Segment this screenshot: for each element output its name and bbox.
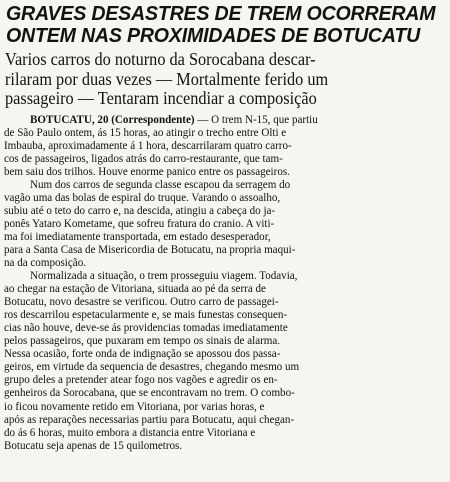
article-line: Nessa ocasião, forte onda de indignação se apossou dos passa- <box>4 346 281 361</box>
headline <box>6 2 436 47</box>
article-line: ao chegar na estação de Vitoriana, situada ao pé da serra de <box>4 281 266 296</box>
article-line: ponês Yataro Kometame, que sofreu fratura do cranio. A viti- <box>4 215 275 230</box>
article-line: geiros, em virtude da sequencia de desastres, chegando mesmo um <box>4 359 300 374</box>
article-line: Botucatu, novo desastre se verificou. Outro carro de passagei- <box>4 294 279 309</box>
article-line: do ás 6 horas, muito embora a distancia entre Vitoriana e <box>4 424 256 439</box>
article-line: — O trem N-15, que partiu <box>194 111 318 126</box>
article-line: vagão uma das bolas de espiral do truque. Varando o assoalho, <box>4 189 281 204</box>
article-line: para a Santa Casa de Misericordia de Botucatu, na propria maqui- <box>4 241 296 256</box>
article-line: grupo deles a pretender atear fogo nos vagões e agredir os en- <box>4 372 278 387</box>
subheadline-line: passageiro — Tentaram incendiar a composição <box>5 88 317 108</box>
headline-line: GRAVES DESASTRES DE TREM OCORRERAM <box>6 2 436 25</box>
article-line: Normalizada a situação, o trem prosseguiu viagem. Todavia, <box>30 268 298 283</box>
article-line: ros descarrilou espetacularmente e, se mais funestas consequen- <box>4 307 288 322</box>
article-line: Botucatu seja apenas de 15 quilometros. <box>4 437 183 452</box>
subheadline-line: rilaram por duas vezes — Mortalmente ferido um <box>5 68 329 89</box>
article-line: na da composição. <box>4 255 86 270</box>
article-line: Imbauba, aproximadamente á 1 hora, descarrilaram quatro carro- <box>4 137 292 152</box>
subheadline-line: Varios carros do noturno da Sorocabana descar- <box>5 49 316 69</box>
article-line: cos de passageiros, ligados atrás do carro-restaurante, que tam- <box>4 150 283 165</box>
article-line: pelos passageiros, que puxaram em tempo os sinais de alarma. <box>4 333 281 348</box>
article-line: bem saiu dos trilhos. Houve enorme panico entre os passageiros. <box>4 163 290 178</box>
article-line: após as reparações necessarias partiu para Botucatu, aqui chegan- <box>4 411 295 426</box>
article-line: io ficou novamente retido em Vitoriana, por varias horas, e <box>4 398 265 413</box>
article-line: ma foi imediatamente transportada, em estado desesperador, <box>4 228 271 243</box>
article-line: genheiros da Sorocabana, que se encontravam no trem. O combo- <box>4 385 295 400</box>
headline-line: ONTEM NAS PROXIMIDADES DE BOTUCATU <box>6 24 421 47</box>
article-line: cias não houve, deve-se ás providencias tomadas imediatamente <box>4 320 288 335</box>
article-line: subiu até o teto do carro e, na descida, atingiu a cabeça do ja- <box>4 202 276 217</box>
article-line: de São Paulo ontem, ás 15 horas, ao atingir o trecho entre Olti e <box>4 124 287 139</box>
article-body <box>4 113 415 452</box>
article-line: Num dos carros de segunda classe escapou da serragem do <box>30 176 291 191</box>
dateline: BOTUCATU, 20 (Correspondente) <box>30 111 195 126</box>
subheadline <box>5 50 415 109</box>
